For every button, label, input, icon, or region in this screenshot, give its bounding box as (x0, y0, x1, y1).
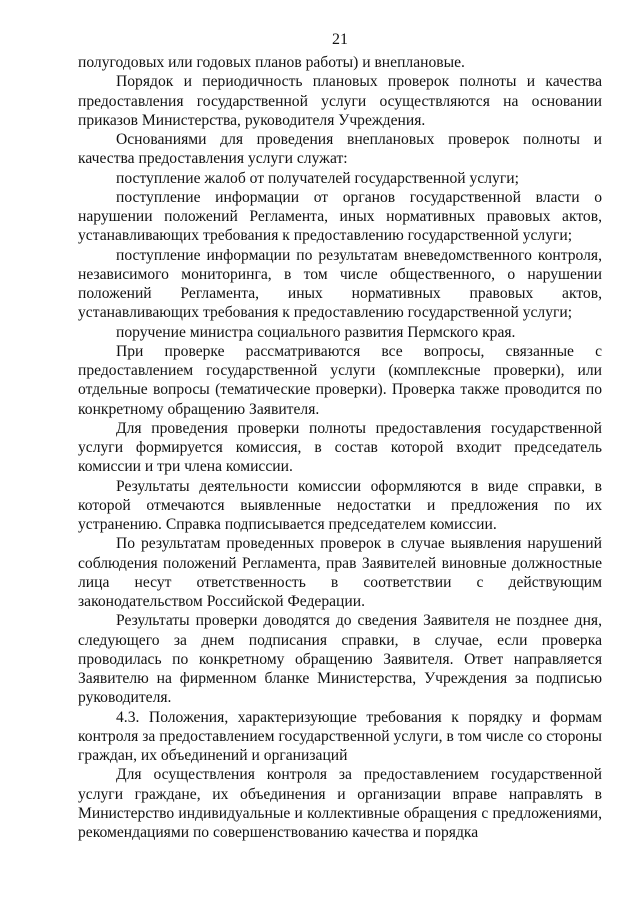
paragraph: Результаты деятельности комиссии оформляются в виде справки, в которой отмечаются выявленные недостатки и предложения по их устранению. Справка подписывается председателем комиссии. (78, 477, 602, 533)
paragraph: По результатам проведенных проверок в случае выявления нарушений соблюдения положений Регламента, прав Заявителей виновные должностные лица несут ответственность в соответствии с действующим законодательством Российской Федерации. (78, 535, 602, 610)
paragraph: Порядок и периодичность плановых проверок полноты и качества предоставления государственной услуги осуществляются на основании приказов Министерства, руководителя Учреждения. (78, 73, 602, 129)
paragraph: Для проведения проверки полноты предоставления государственной услуги формируется комиссия, в состав которой входит председатель комиссии и три члена комиссии. (78, 419, 602, 476)
paragraph: При проверке рассматриваются все вопросы, связанные с предоставлением государственной услуги (комплексные проверки), или отдельные вопросы (тематические проверки). Проверка также проводится по конкретному обращению Заявителя. (78, 342, 602, 418)
list-paragraph: поступление информации от органов государственной власти о нарушении положений Регламента, иных нормативных правовых актов, устанавливающих требования к предоставлению государственной услуги; (78, 188, 602, 245)
list-paragraph: поступление информации по результатам вневедомственного контроля, независимого мониторинга, в том числе общественного, о нарушении положений Регламента, иных нормативных правовых актов, устанавливающих требования к предоставлению государственной услуги; (78, 246, 602, 322)
paragraph: Результаты проверки доводятся до сведения Заявителя не позднее дня, следующего за днем подписания справки, в случае, если проверка проводилась по конкретному обращению Заявителя. Ответ направляется Заявителю на фирменном бланке Министерства, Учреждения за подписью руководителя. (78, 612, 602, 707)
paragraph: Основаниями для проведения внеплановых проверок полноты и качества предоставления услуги служат: (78, 131, 602, 168)
list-paragraph: поступление жалоб от получателей государственной услуги; (116, 169, 519, 187)
document-page (78, 30, 602, 842)
paragraph: Для осуществления контроля за предоставлением государственной услуги граждане, их объединения и организации вправе направлять в Министерство индивидуальные и коллективные обращения с предложениями, рекомендациями по совершенствованию качества и порядка (78, 766, 602, 841)
document-body (78, 53, 602, 842)
paragraph: полугодовых или годовых планов работы) и внеплановые. (78, 54, 465, 71)
section-heading: 4.3. Положения, характеризующие требования к порядку и формам контроля за предоставлением государственной услуги, в том числе со стороны граждан, их объединений и организаций (78, 708, 602, 764)
page-number: 21 (332, 31, 348, 48)
list-paragraph: поручение министра социального развития Пермского края. (116, 323, 516, 341)
